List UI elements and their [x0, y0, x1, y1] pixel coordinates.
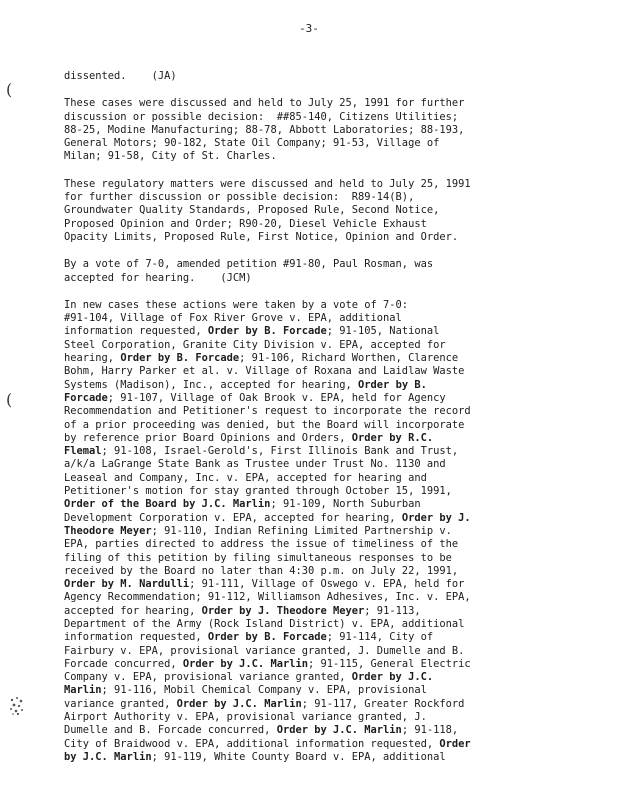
- text-line: Order of the Board by J.C. Marlin; 91-109, North Suburban: [64, 498, 421, 511]
- text-line: Department of the Army (Rock Island District) v. EPA, additional: [64, 617, 465, 630]
- text-line: information requested, Order by B. Forcade; 91-114, City of: [64, 631, 434, 644]
- text-line: hearing, Order by B. Forcade; 91-106, Richard Worthen, Clarence: [64, 352, 459, 365]
- page-number: -3-: [299, 22, 319, 35]
- text-line: discussion or possible decision: ##85-140, Citizens Utilities;: [64, 110, 459, 123]
- text-line: Forcade; 91-107, Village of Oak Brook v. EPA, held for Agency: [64, 391, 446, 404]
- text-line: Development Corporation v. EPA, accepted for hearing, Order by J.: [64, 511, 471, 524]
- text-line: Groundwater Quality Standards, Proposed Rule, Second Notice,: [64, 204, 440, 217]
- text-line: Theodore Meyer; 91-110, Indian Refining Limited Partnership v.: [64, 524, 452, 537]
- text-line: Proposed Opinion and Order; R90-20, Diesel Vehicle Exhaust: [64, 217, 427, 230]
- text-line: In new cases these actions were taken by a vote of 7-0:: [64, 298, 409, 311]
- text-line: information requested, Order by B. Forcade; 91-105, National: [64, 325, 440, 338]
- text-line: Systems (Madison), Inc., accepted for hearing, Order by B.: [64, 378, 427, 391]
- text-line: dissented. (JA): [64, 70, 177, 82]
- text-line: Steel Corporation, Granite City Division v. EPA, accepted for: [64, 338, 446, 351]
- text-line: by reference prior Board Opinions and Orders, Order by R.C.: [64, 431, 434, 444]
- text-line: accepted for hearing. (JCM): [64, 271, 252, 284]
- paragraph: [64, 299, 584, 764]
- text-line: Agency Recommendation; 91-112, Williamson Adhesives, Inc. v. EPA,: [64, 591, 471, 604]
- paragraph: [64, 70, 584, 83]
- text-line: These cases were discussed and held to July 25, 1991 for further: [64, 97, 465, 110]
- text-line: by J.C. Marlin; 91-119, White County Board v. EPA, additional: [64, 750, 446, 763]
- text-line: These regulatory matters were discussed and held to July 25, 1991: [64, 177, 471, 190]
- text-line: of a prior proceeding was denied, but the Board will incorporate: [64, 418, 465, 431]
- text-line: a/k/a LaGrange State Bank as Trustee under Trust No. 1130 and: [64, 458, 446, 471]
- text-line: Bohm, Harry Parker et al. v. Village of Roxana and Laidlaw Waste: [64, 365, 465, 378]
- document-body: [64, 70, 584, 764]
- text-line: Petitioner's motion for stay granted through October 15, 1991,: [64, 485, 452, 498]
- text-line: Forcade concurred, Order by J.C. Marlin; 91-115, General Electric: [64, 657, 471, 670]
- scan-smudge: [8, 695, 26, 717]
- text-line: General Motors; 90-182, State Oil Company; 91-53, Village of: [64, 137, 440, 150]
- margin-bracket-mark: (: [6, 80, 13, 99]
- text-line: Opacity Limits, Proposed Rule, First Notice, Opinion and Order.: [64, 230, 459, 243]
- text-line: Recommendation and Petitioner's request to incorporate the record: [64, 405, 471, 418]
- text-line: variance granted, Order by J.C. Marlin; 91-117, Greater Rockford: [64, 697, 465, 710]
- text-line: accepted for hearing, Order by J. Theodore Meyer; 91-113,: [64, 604, 421, 617]
- paragraph: [64, 258, 584, 285]
- text-line: City of Braidwood v. EPA, additional information requested, Order: [64, 737, 471, 750]
- text-line: Leaseal and Company, Inc. v. EPA, accepted for hearing and: [64, 471, 427, 484]
- text-line: Order by M. Nardulli; 91-111, Village of Oswego v. EPA, held for: [64, 578, 465, 591]
- text-line: Flemal; 91-108, Israel-Gerold's, First Illinois Bank and Trust,: [64, 445, 459, 458]
- text-line: for further discussion or possible decision: R89-14(B),: [64, 191, 415, 204]
- text-line: By a vote of 7-0, amended petition #91-80, Paul Rosman, was: [64, 258, 434, 271]
- text-line: Milan; 91-58, City of St. Charles.: [64, 150, 277, 163]
- text-line: filing of this petition by filing simultaneous responses to be: [64, 551, 452, 564]
- paragraph: [64, 178, 584, 244]
- text-line: 88-25, Modine Manufacturing; 88-78, Abbott Laboratories; 88-193,: [64, 123, 465, 136]
- text-line: Airport Authority v. EPA, provisional variance granted, J.: [64, 711, 427, 724]
- text-line: EPA, parties directed to address the issue of timeliness of the: [64, 538, 459, 551]
- text-line: Company v. EPA, provisional variance granted, Order by J.C.: [64, 671, 434, 684]
- text-line: Marlin; 91-116, Mobil Chemical Company v. EPA, provisional: [64, 684, 427, 697]
- margin-bracket-mark: (: [6, 390, 13, 409]
- text-line: #91-104, Village of Fox River Grove v. EPA, additional: [64, 312, 402, 325]
- text-line: Dumelle and B. Forcade concurred, Order by J.C. Marlin; 91-118,: [64, 724, 459, 737]
- text-line: Fairbury v. EPA, provisional variance granted, J. Dumelle and B.: [64, 644, 465, 657]
- paragraph: [64, 97, 584, 163]
- text-line: received by the Board no later than 4:30 p.m. on July 22, 1991,: [64, 564, 459, 577]
